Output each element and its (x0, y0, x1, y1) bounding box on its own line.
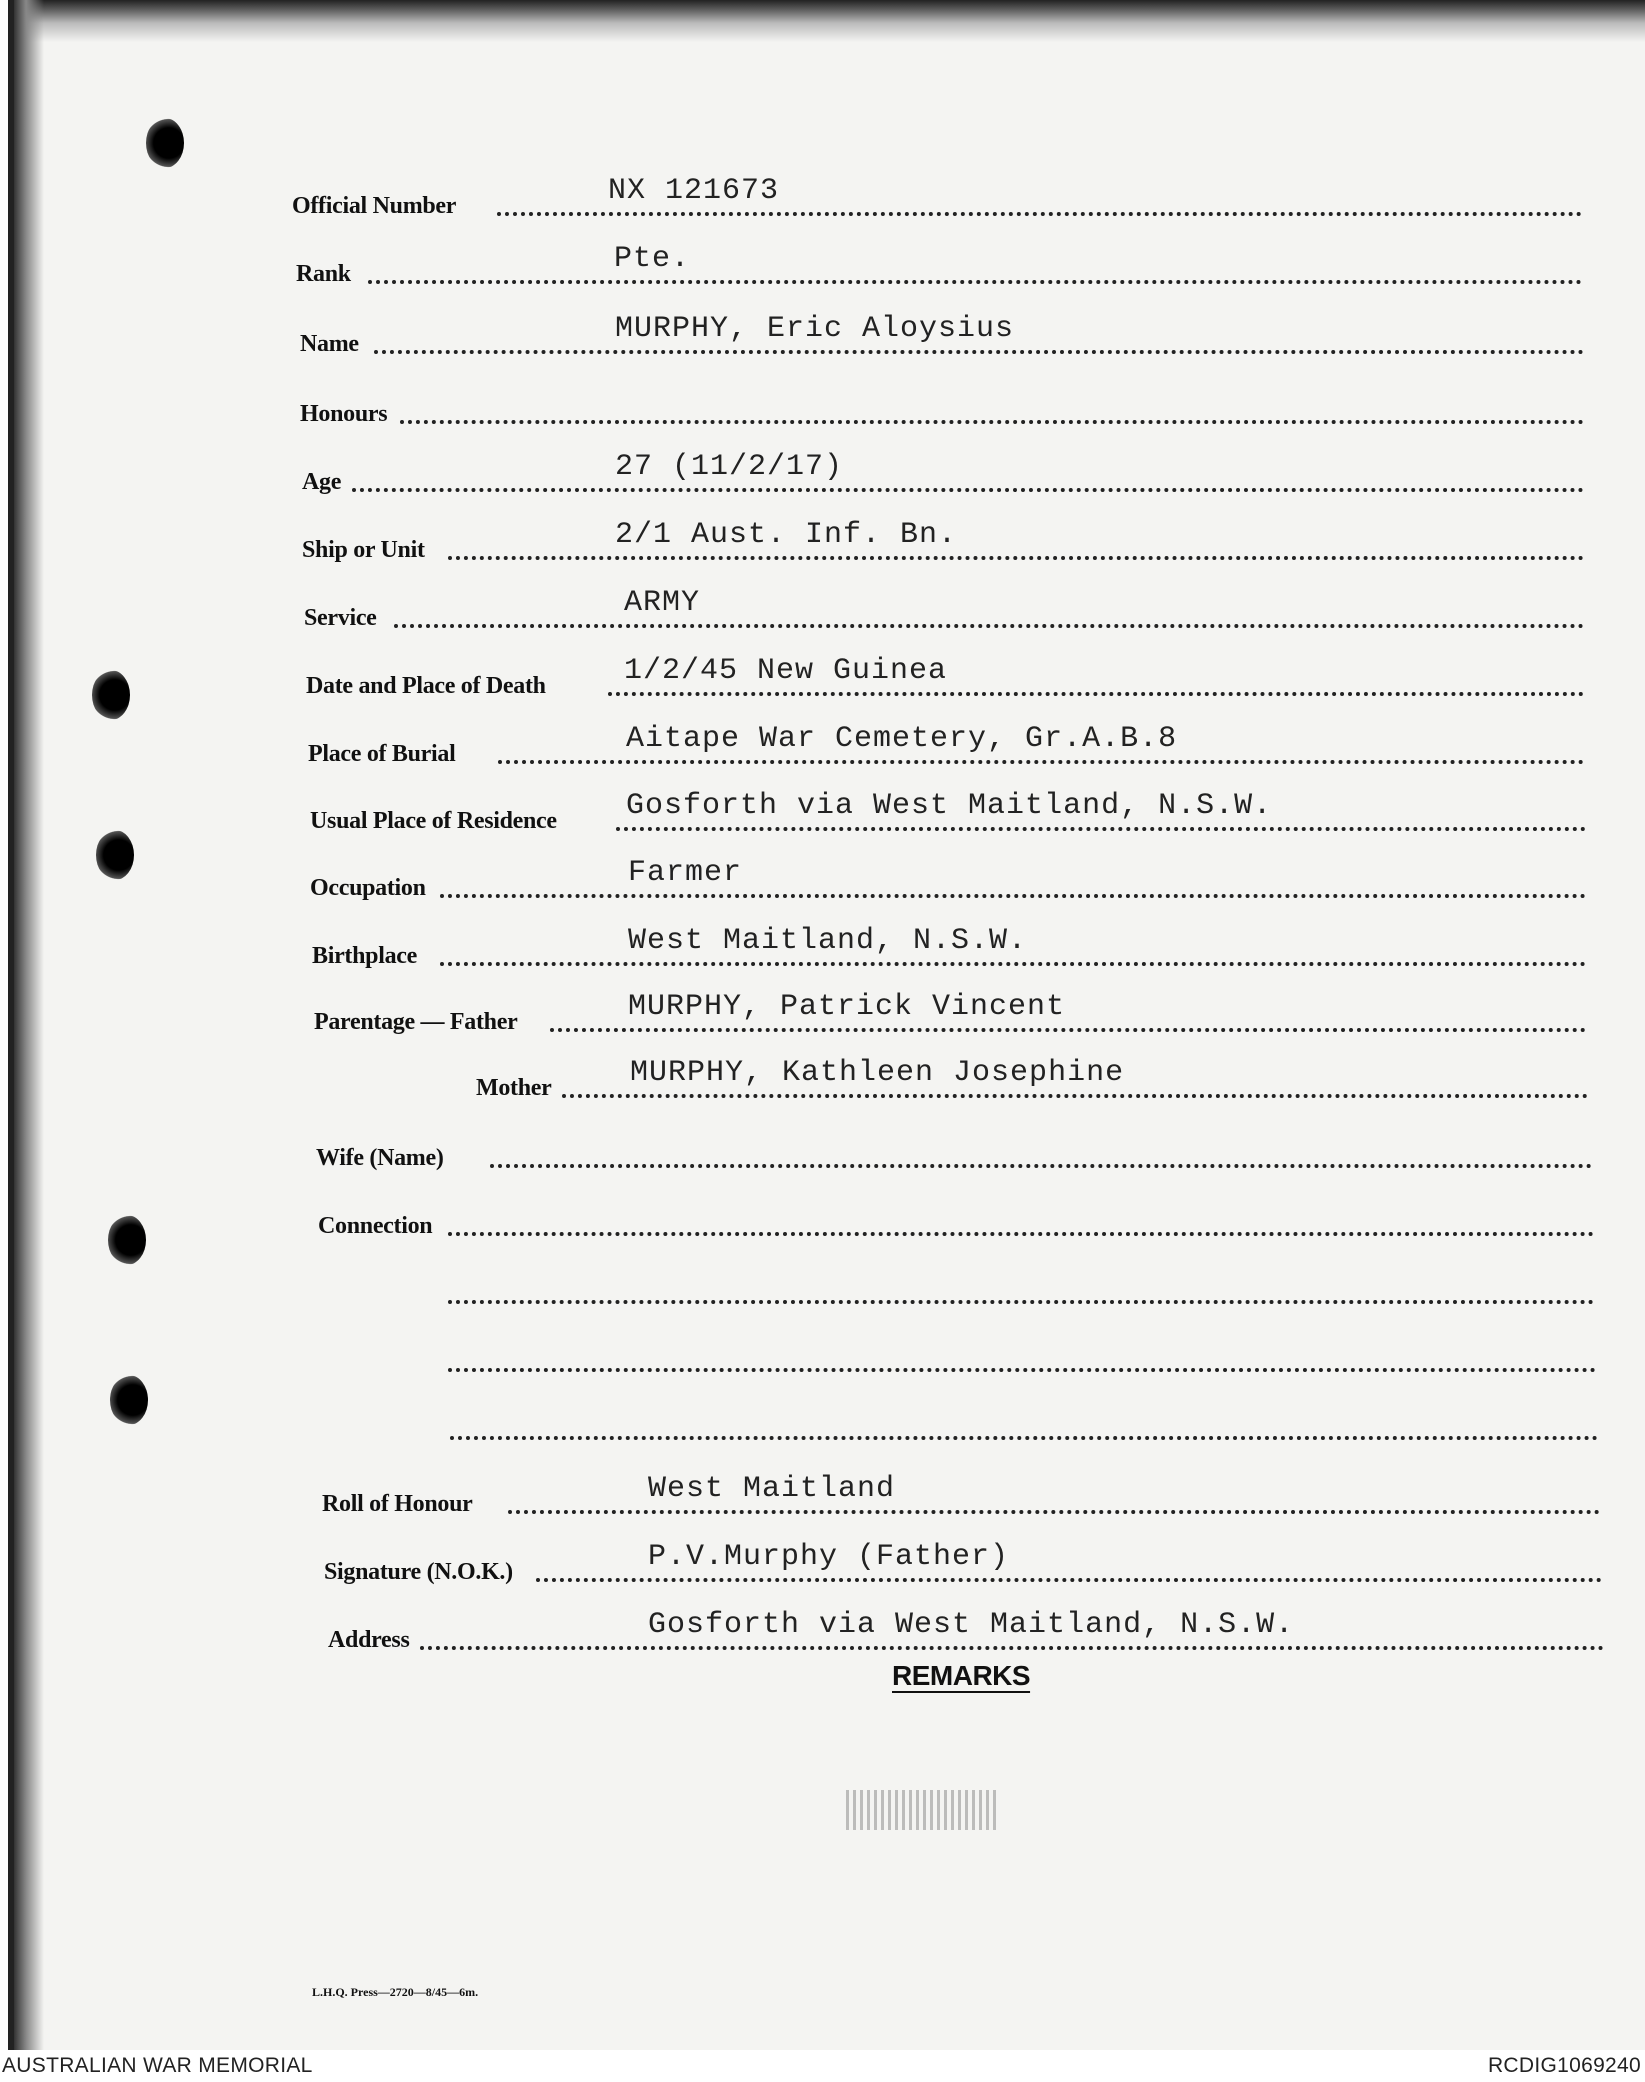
scan-top-edge (14, 0, 1645, 42)
punch-hole (110, 1375, 148, 1425)
dotted-line (562, 1094, 1588, 1098)
age-label: Age (302, 469, 342, 495)
occupation-value: Farmer (628, 856, 743, 890)
signature-label: Signature (N.O.K.) (324, 1559, 513, 1585)
dotted-line (497, 212, 1582, 216)
blank-line (448, 1336, 1596, 1376)
scan-left-shadow (14, 0, 44, 2050)
footer-record-id: RCDIG1069240 (1487, 2054, 1641, 2077)
occupation-label: Occupation (310, 875, 426, 901)
ship-or-unit-value: 2/1 Aust. Inf. Bn. (615, 518, 958, 552)
dotted-line (608, 692, 1584, 696)
row-ship-or-unit (302, 518, 1584, 564)
row-rank (296, 242, 1582, 288)
wife-label: Wife (Name) (316, 1145, 444, 1171)
punch-hole (96, 830, 134, 880)
dotted-line (440, 962, 1586, 966)
official-number-value: NX 121673 (608, 174, 780, 208)
dotted-line (352, 488, 1584, 492)
dotted-line (394, 624, 1584, 628)
usual-residence-value: Gosforth via West Maitland, N.S.W. (626, 789, 1273, 823)
dotted-line (368, 280, 1582, 284)
date-place-death-label: Date and Place of Death (306, 673, 546, 699)
punch-hole (108, 1215, 146, 1265)
place-of-burial-label: Place of Burial (308, 741, 456, 767)
row-occupation (310, 856, 1586, 902)
date-place-death-value: 1/2/45 New Guinea (624, 654, 948, 688)
place-of-burial-value: Aitape War Cemetery, Gr.A.B.8 (626, 722, 1178, 756)
row-date-place-death (306, 654, 1584, 700)
ship-or-unit-label: Ship or Unit (302, 537, 425, 563)
service-label: Service (304, 605, 377, 631)
age-value: 27 (11/2/17) (615, 450, 844, 484)
archive-footer (0, 2050, 1645, 2082)
dotted-line (536, 1578, 1602, 1582)
row-address (328, 1608, 1604, 1654)
name-label: Name (300, 331, 359, 357)
father-value: MURPHY, Patrick Vincent (628, 990, 1066, 1024)
dotted-line (400, 420, 1584, 424)
mother-label: Mother (476, 1075, 552, 1101)
dotted-line (448, 1300, 1594, 1304)
row-official-number (292, 174, 1582, 220)
connection-label: Connection (318, 1213, 433, 1239)
row-honours (300, 388, 1584, 428)
row-name (300, 312, 1584, 358)
row-mother (476, 1056, 1588, 1102)
dotted-line (420, 1646, 1604, 1650)
dotted-line (448, 556, 1584, 560)
footer-institution: AUSTRALIAN WAR MEMORIAL (2, 2054, 313, 2077)
rank-label: Rank (296, 261, 351, 287)
printer-imprint: L.H.Q. Press—2720—8/45—6m. (312, 1985, 479, 1999)
blank-line (450, 1404, 1598, 1444)
row-age (302, 450, 1584, 496)
birthplace-value: West Maitland, N.S.W. (628, 924, 1028, 958)
roll-of-honour-value: West Maitland (648, 1472, 896, 1506)
record-card (8, 0, 1645, 2050)
service-value: ARMY (624, 586, 701, 620)
address-value: Gosforth via West Maitland, N.S.W. (648, 1608, 1295, 1642)
dotted-line (550, 1028, 1586, 1032)
roll-of-honour-label: Roll of Honour (322, 1491, 473, 1517)
row-usual-residence (310, 789, 1586, 835)
row-connection (318, 1200, 1594, 1240)
dotted-line (490, 1164, 1592, 1168)
punch-hole (146, 118, 184, 168)
dotted-line (440, 894, 1586, 898)
punch-hole (92, 670, 130, 720)
name-value: MURPHY, Eric Aloysius (615, 312, 1015, 346)
row-signature (324, 1540, 1602, 1586)
mother-value: MURPHY, Kathleen Josephine (630, 1056, 1125, 1090)
row-birthplace (312, 924, 1586, 970)
usual-residence-label: Usual Place of Residence (310, 808, 557, 834)
dotted-line (498, 760, 1584, 764)
dotted-line (616, 827, 1586, 831)
blank-line (448, 1268, 1594, 1308)
father-label: Parentage — Father (314, 1009, 518, 1035)
rank-value: Pte. (614, 242, 691, 276)
row-father (314, 990, 1586, 1036)
scan-smudge (846, 1790, 996, 1830)
dotted-line (374, 350, 1584, 354)
signature-value: P.V.Murphy (Father) (648, 1540, 1010, 1574)
address-label: Address (328, 1627, 410, 1653)
remarks-heading: REMARKS (892, 1660, 1031, 1691)
dotted-line (448, 1368, 1596, 1372)
row-service (304, 586, 1584, 632)
birthplace-label: Birthplace (312, 943, 417, 969)
dotted-line (508, 1510, 1600, 1514)
row-wife (316, 1132, 1592, 1172)
official-number-label: Official Number (292, 193, 457, 219)
row-place-of-burial (308, 722, 1584, 768)
honours-label: Honours (300, 401, 388, 427)
dotted-line (450, 1436, 1598, 1440)
dotted-line (448, 1232, 1594, 1236)
row-roll-of-honour (322, 1472, 1600, 1518)
